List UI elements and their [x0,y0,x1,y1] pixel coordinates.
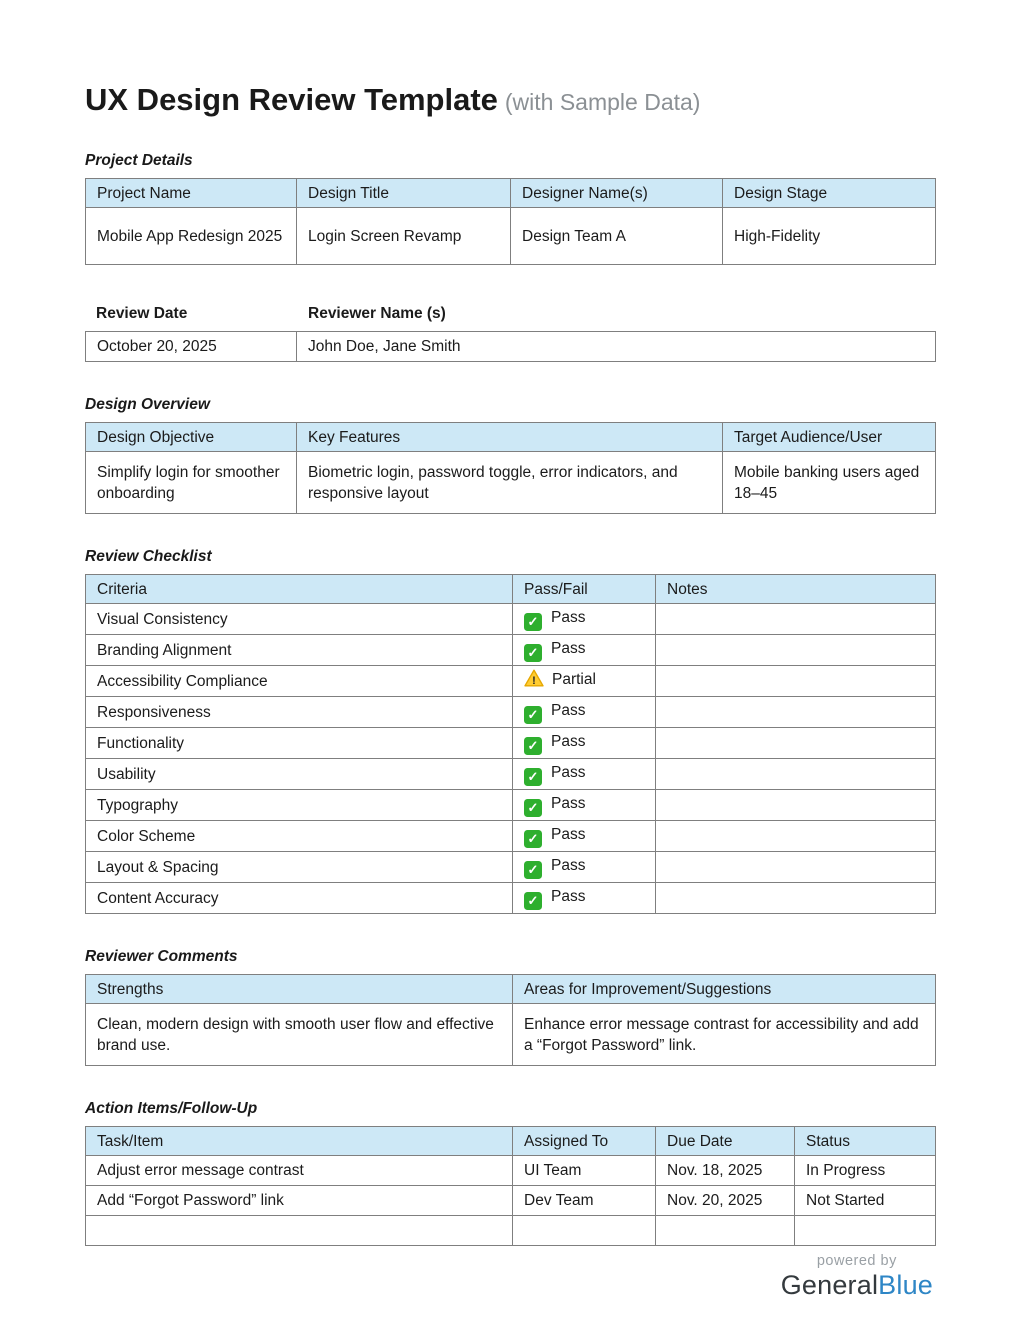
generalblue-logo [781,1270,933,1301]
criteria-cell: Accessibility Compliance [86,666,513,697]
header-row [86,179,936,208]
column-header-design-title: Design Title [297,179,511,208]
column-header-strengths: Strengths [86,975,513,1004]
title-main: UX Design Review Template [85,82,498,117]
notes-cell [656,697,936,728]
column-header-project-name: Project Name [86,179,297,208]
checklist-row [86,821,936,852]
pass-fail-cell [513,697,656,728]
column-header-key-features: Key Features [297,423,723,452]
check-icon [524,737,542,755]
review-info-labels [85,305,935,323]
header-row [86,575,936,604]
assigned-to-cell [513,1216,656,1246]
action-item-row [86,1156,936,1186]
due-date-cell [656,1216,795,1246]
design-title-cell: Login Screen Revamp [297,208,511,265]
checklist-row [86,697,936,728]
notes-cell [656,821,936,852]
footer [85,1253,935,1301]
pass-fail-cell [513,883,656,914]
brand-general-text: General [780,1270,879,1300]
due-date-cell: Nov. 18, 2025 [656,1156,795,1186]
pass-fail-cell [513,759,656,790]
assigned-to-cell: UI Team [513,1156,656,1186]
column-header-pass-fail: Pass/Fail [513,575,656,604]
checklist-row [86,883,936,914]
table-row [86,208,936,265]
check-icon [524,892,542,910]
review-date-label: Review Date [96,305,188,322]
criteria-cell: Branding Alignment [86,635,513,666]
status-label: Partial [552,671,596,688]
warning-icon [524,669,544,693]
footer-brand [781,1253,935,1301]
checklist-row [86,852,936,883]
checklist-row [86,635,936,666]
notes-cell [656,635,936,666]
check-icon [524,613,542,631]
status-label: Pass [551,640,586,657]
pass-fail-cell [513,635,656,666]
key-features-cell: Biometric login, password toggle, error indicators, and responsive layout [297,452,723,514]
checklist-row [86,666,936,697]
notes-cell [656,666,936,697]
status-cell: In Progress [795,1156,936,1186]
criteria-cell: Typography [86,790,513,821]
pass-fail-cell [513,666,656,697]
assigned-to-cell: Dev Team [513,1186,656,1216]
task-cell [86,1216,513,1246]
reviewer-name-cell: John Doe, Jane Smith [297,332,936,362]
criteria-cell: Functionality [86,728,513,759]
status-label: Pass [551,733,586,750]
column-header-status: Status [795,1127,936,1156]
column-header-criteria: Criteria [86,575,513,604]
pass-fail-cell [513,604,656,635]
notes-cell [656,728,936,759]
criteria-cell: Responsiveness [86,697,513,728]
section-heading-design-overview: Design Overview [85,396,210,413]
task-cell: Add “Forgot Password” link [86,1186,513,1216]
task-cell: Adjust error message contrast [86,1156,513,1186]
section-heading-project-details: Project Details [85,152,193,169]
pass-fail-cell [513,728,656,759]
strengths-cell: Clean, modern design with smooth user flow and effective brand use. [86,1004,513,1066]
column-header-design-stage: Design Stage [723,179,936,208]
pass-fail-cell [513,852,656,883]
table-row [86,332,936,362]
notes-cell [656,604,936,635]
header-row [86,423,936,452]
status-label: Pass [551,888,586,905]
status-label: Pass [551,702,586,719]
column-header-assigned-to: Assigned To [513,1127,656,1156]
section-heading-reviewer-comments: Reviewer Comments [85,948,238,965]
column-header-design-objective: Design Objective [86,423,297,452]
checklist-row [86,728,936,759]
design-objective-cell: Simplify login for smoother onboarding [86,452,297,514]
check-icon [524,799,542,817]
column-header-target-audience: Target Audience/User [723,423,936,452]
table-row [86,1004,936,1066]
status-label: Pass [551,826,586,843]
status-label: Pass [551,609,586,626]
criteria-cell: Layout & Spacing [86,852,513,883]
column-header-notes: Notes [656,575,936,604]
project-details-table [85,178,936,265]
status-label: Pass [551,795,586,812]
review-checklist-table [85,574,936,914]
status-label: Pass [551,857,586,874]
reviewer-name-label: Reviewer Name (s) [308,305,446,322]
action-items-table [85,1126,936,1246]
project-name-cell: Mobile App Redesign 2025 [86,208,297,265]
checklist-row [86,790,936,821]
check-icon [524,706,542,724]
check-icon [524,861,542,879]
criteria-cell: Color Scheme [86,821,513,852]
action-item-row [86,1186,936,1216]
check-icon [524,768,542,786]
page-title [85,82,935,118]
check-icon [524,830,542,848]
criteria-cell: Usability [86,759,513,790]
header-row [86,1127,936,1156]
reviewer-comments-table [85,974,936,1066]
section-heading-review-checklist: Review Checklist [85,548,212,565]
svg-text:!: ! [532,675,536,687]
designer-names-cell: Design Team A [511,208,723,265]
checklist-row [86,604,936,635]
status-cell: Not Started [795,1186,936,1216]
powered-by-text: powered by [816,1253,897,1269]
review-info-table [85,331,936,362]
pass-fail-cell [513,821,656,852]
status-label: Pass [551,764,586,781]
header-row [86,975,936,1004]
table-row [86,452,936,514]
improvements-cell: Enhance error message contrast for accessibility and add a “Forgot Password” link. [513,1004,936,1066]
title-subtitle: (with Sample Data) [504,89,701,115]
notes-cell [656,883,936,914]
notes-cell [656,790,936,821]
design-overview-table [85,422,936,514]
brand-blue-text: Blue [878,1270,933,1300]
action-item-row-empty [86,1216,936,1246]
design-stage-cell: High-Fidelity [723,208,936,265]
column-header-due-date: Due Date [656,1127,795,1156]
checklist-row [86,759,936,790]
due-date-cell: Nov. 20, 2025 [656,1186,795,1216]
criteria-cell: Content Accuracy [86,883,513,914]
status-cell [795,1216,936,1246]
pass-fail-cell [513,790,656,821]
review-date-cell: October 20, 2025 [86,332,297,362]
check-icon [524,644,542,662]
target-audience-cell: Mobile banking users aged 18–45 [723,452,936,514]
section-heading-action-items: Action Items/Follow-Up [85,1100,258,1117]
notes-cell [656,759,936,790]
notes-cell [656,852,936,883]
column-header-improvements: Areas for Improvement/Suggestions [513,975,936,1004]
column-header-task-item: Task/Item [86,1127,513,1156]
criteria-cell: Visual Consistency [86,604,513,635]
column-header-designer-names: Designer Name(s) [511,179,723,208]
